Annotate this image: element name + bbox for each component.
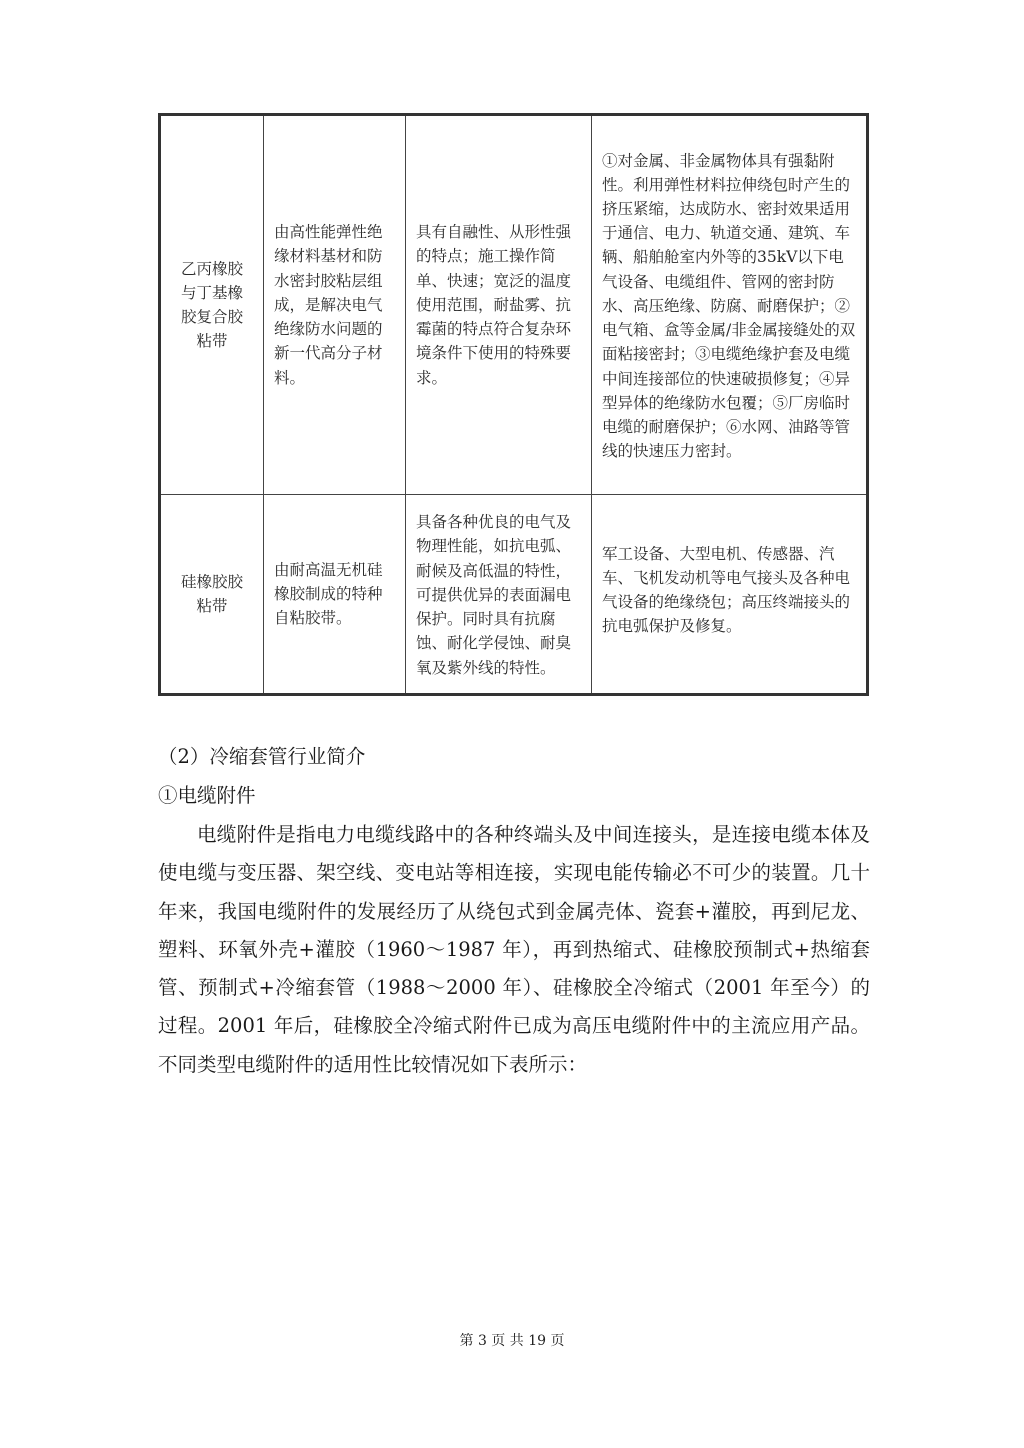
table-cell-features: 具有自融性、从形性强的特点；施工操作简单、快速；宽泛的温度使用范围，耐盐雾、抗霉菌的特点符合复杂环境条件下使用的特殊要求。	[406, 115, 592, 495]
table-cell-composition: 由高性能弹性绝缘材料基材和防水密封胶粘层组成，是解决电气绝缘防水问题的新一代高分子材料。	[264, 115, 406, 495]
table-cell-name: 硅橡胶胶粘带	[160, 495, 264, 695]
table-cell-applications: 军工设备、大型电机、传感器、汽车、飞机发动机等电气接头及各种电气设备的绝缘绕包；高压终端接头的抗电弧保护及修复。	[592, 495, 868, 695]
table-cell-applications: ①对金属、非金属物体具有强黏附性。利用弹性材料拉伸绕包时产生的挤压紧缩，达成防水、密封效果适用于通信、电力、轨道交通、建筑、车辆、船舶舱室内外等的35kV以下电气设备、电缆组件、管网的密封防水、高压绝缘、防腐、耐磨保护；②电气箱、盒等金属/非金属接缝处的双面粘接密封；③电缆绝缘护套及电缆中间连接部位的快速破损修复；④异型异体的绝缘防水包覆；⑤厂房临时电缆的耐磨保护；⑥水网、油路等管线的快速压力密封。	[592, 115, 868, 495]
section-heading: （2）冷缩套管行业简介	[158, 745, 366, 768]
page-footer: 第 3 页 共 19 页	[459, 1333, 565, 1349]
table-row	[160, 115, 868, 495]
table-cell-composition: 由耐高温无机硅橡胶制成的特种自粘胶带。	[264, 495, 406, 695]
tape-comparison-table	[158, 113, 869, 696]
table-row	[160, 495, 868, 695]
sub-heading: ①电缆附件	[158, 784, 256, 807]
body-paragraph: 电缆附件是指电力电缆线路中的各种终端头及中间连接头，是连接电缆本体及使电缆与变压器、架空线、变电站等相连接，实现电能传输必不可少的装置。几十年来，我国电缆附件的发展经历了从绕包式到金属壳体、瓷套+灌胶，再到尼龙、塑料、环氧外壳+灌胶（1960～1987 年），再到热缩式、硅橡胶预制式+热缩套管、预制式+冷缩套管（1988～2000 年）、硅橡胶全冷缩式（2001 年至今）的过程。2001 年后，硅橡胶全冷缩式附件已成为高压电缆附件中的主流应用产品。不同类型电缆附件的适用性比较情况如下表所示：	[158, 823, 870, 1076]
table-cell-features: 具备各种优良的电气及物理性能，如抗电弧、耐候及高低温的特性，可提供优异的表面漏电保护。同时具有抗腐蚀、耐化学侵蚀、耐臭氧及紫外线的特性。	[406, 495, 592, 695]
table-cell-name: 乙丙橡胶与丁基橡胶复合胶粘带	[160, 115, 264, 495]
